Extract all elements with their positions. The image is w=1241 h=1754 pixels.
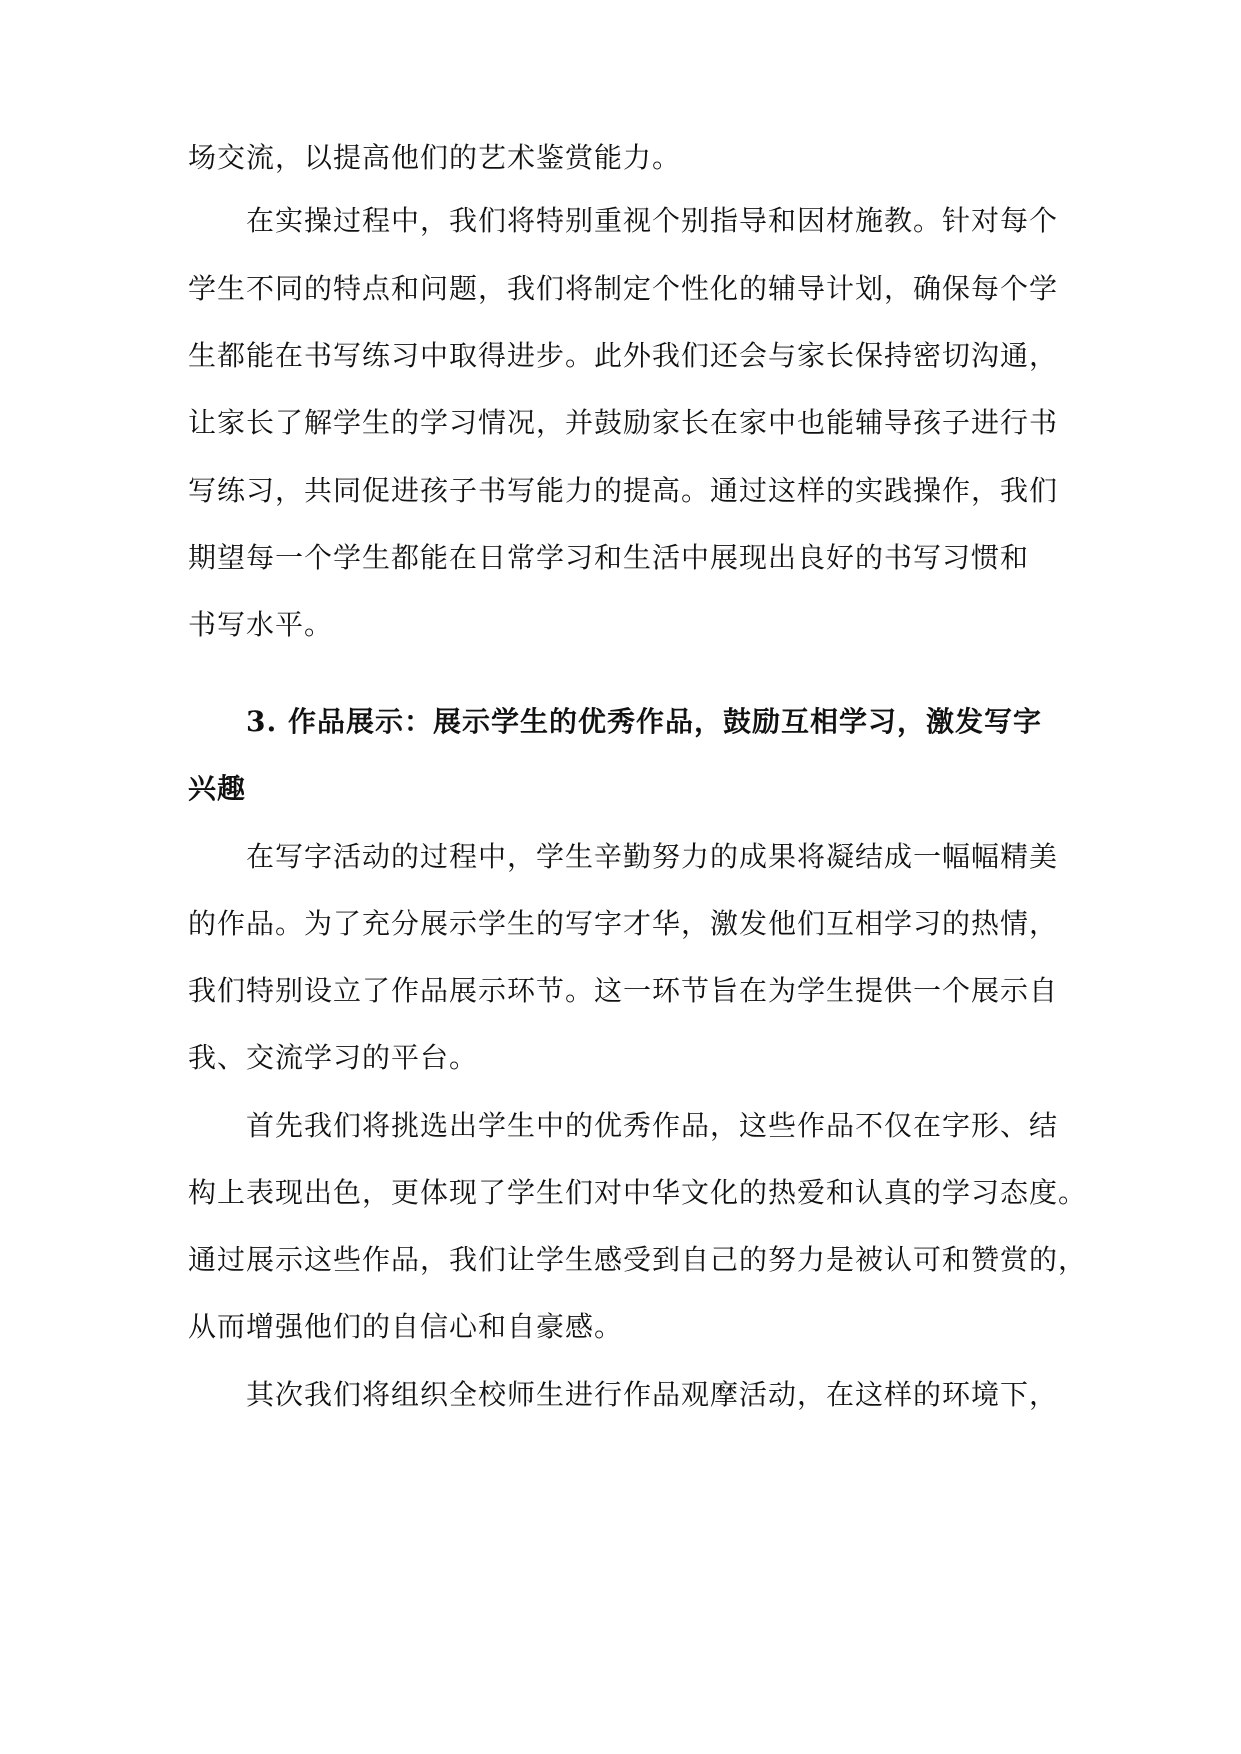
text-line: 书写水平。 [188, 608, 334, 641]
paragraph-start-line: 在写字活动的过程中，学生辛勤努力的成果将凝结成一幅幅精美 [246, 840, 1059, 873]
text-line: 学生不同的特点和问题，我们将制定个性化的辅导计划，确保每个学 [188, 272, 1059, 305]
text-line: 期望每一个学生都能在日常学习和生活中展现出良好的书写习惯和 [188, 541, 1030, 574]
text-line: 场交流，以提高他们的艺术鉴赏能力。 [188, 141, 682, 174]
text-line: 从而增强他们的自信心和自豪感。 [188, 1310, 624, 1343]
text-line: 让家长了解学生的学习情况，并鼓励家长在家中也能辅导孩子进行书 [188, 406, 1059, 439]
text-line: 通过展示这些作品，我们让学生感受到自己的努力是被认可和赞赏的， [188, 1243, 1088, 1276]
paragraph-start-line: 其次我们将组织全校师生进行作品观摩活动，在这样的环境下， [246, 1378, 1059, 1411]
text-line: 生都能在书写练习中取得进步。此外我们还会与家长保持密切沟通， [188, 339, 1059, 372]
text-line: 的作品。为了充分展示学生的写字才华，激发他们互相学习的热情， [188, 907, 1059, 940]
paragraph-start-line: 在实操过程中，我们将特别重视个别指导和因材施教。针对每个 [246, 204, 1059, 237]
text-line: 我、交流学习的平台。 [188, 1041, 479, 1074]
paragraph-start-line: 首先我们将挑选出学生中的优秀作品，这些作品不仅在字形、结 [246, 1109, 1059, 1142]
section-heading-line: 3. 作品展示：展示学生的优秀作品，鼓励互相学习，激发写字 [246, 705, 1042, 738]
text-line: 写练习，共同促进孩子书写能力的提高。通过这样的实践操作，我们 [188, 474, 1059, 507]
section-heading-line: 兴趣 [188, 772, 247, 805]
text-line: 构上表现出色，更体现了学生们对中华文化的热爱和认真的学习态度。 [188, 1176, 1088, 1209]
text-line: 我们特别设立了作品展示环节。这一环节旨在为学生提供一个展示自 [188, 974, 1059, 1007]
